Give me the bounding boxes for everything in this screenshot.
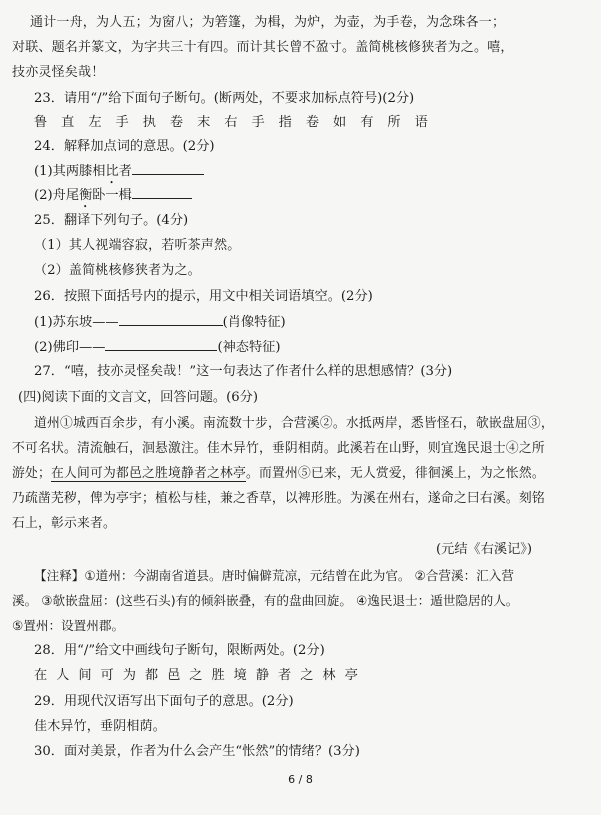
q27-prompt: 27．“嘻，技亦灵怪矣哉！”这一句表达了作者什么样的思想感情？(3分) (34, 364, 453, 379)
notes-line-1: 【注释】①道州：今湖南省道县。唐时偏僻荒凉，元结曾在此为官。 ②合营溪：汇入营 (34, 568, 514, 583)
underlined-sentence: 在人间可为都邑之胜境静者之林亭 (51, 466, 246, 481)
q26-item-1-answer-blank[interactable] (119, 313, 223, 326)
section-4-text-line-4: 乃疏凿芜秽，俾为亭宇；植松与桂，兼之香草，以裨形胜。为溪在州右，遂命之曰右溪。刻铭 (12, 491, 545, 506)
section-4-text-line-3-suffix: 。而置州⑤已来，无人赏爱，徘徊溪上，为之怅然。 (245, 466, 545, 481)
passage-source: (元结《右溪记》) (436, 542, 533, 557)
q23-sentence: 鲁直左手执卷末右手指卷如有所语 (34, 115, 442, 130)
q25-item-1: （1）其人视端容寂，若听茶声然。 (34, 238, 241, 253)
q28-sentence: 在人间可为都邑之胜境静者之林亭 (34, 668, 367, 683)
passage-line-2: 对联、题名并篆文，为字共三十有四。而计其长曾不盈寸。盖简桃核修狭者为之。嘻， (12, 40, 514, 55)
section-4-heading: (四)阅读下面的文言文，回答问题。(6分) (18, 390, 258, 405)
q26-item-1-prefix: (1)苏东坡—— (34, 315, 119, 330)
notes-line-3: ⑤置州：设置州郡。 (12, 618, 125, 633)
q28-prompt: 28．用“/”给文中画线句子断句，限断两处。(2分) (34, 643, 325, 658)
q25-prompt: 25．翻译下列句子。(4分) (34, 213, 189, 228)
q30-prompt: 30．面对美景，作者为什么会产生“怅然”的情绪？(3分) (34, 744, 360, 759)
q24-item-1 (34, 162, 204, 187)
page-number: 6 / 8 (288, 773, 313, 786)
q26-item-2-hint: (神态特征) (217, 340, 281, 355)
q24-item-1-answer-blank[interactable] (132, 162, 204, 175)
section-4-text-line-3-prefix: 游处； (12, 466, 51, 481)
section-4-text-line-3 (12, 465, 545, 483)
q24-item-2-prefix: (2)舟尾 (34, 188, 80, 203)
section-4-text-line-5: 石上，彰示来者。 (12, 516, 116, 531)
q24-prompt: 24．解释加点词的意思。(2分) (34, 139, 215, 154)
q24-item-2-answer-blank[interactable] (132, 186, 192, 199)
q29-sentence: 佳木异竹，垂阴相荫。 (34, 719, 167, 734)
q25-item-2: （2）盖简桃核修狭者为之。 (34, 263, 201, 278)
notes-line-2: 溪。 ③欹嵌盘屈：(这些石头)有的倾斜嵌叠，有的盘曲回旋。 ④逸民退士：遁世隐居的人。 (12, 593, 519, 608)
q23-prompt: 23．请用“/”给下面句子断句。(断两处，不要求加标点符号)(2分) (34, 91, 415, 106)
q26-item-2-answer-blank[interactable] (105, 338, 217, 351)
q26-item-2-prefix: (2)佛印—— (34, 340, 106, 355)
q26-prompt: 26．按照下面括号内的提示，用文中相关词语填空。(2分) (34, 289, 373, 304)
q24-item-2-dotted-word: 衡 (79, 188, 93, 203)
q29-prompt: 29．用现代汉语写出下面句子的意思。(2分) (34, 694, 294, 709)
section-4-text-line-2: 不可名状。清流触石，洄悬激注。佳木异竹，垂阴相荫。此溪若在山野，则宜逸民退士④之所 (12, 441, 545, 456)
q24-item-2 (34, 186, 192, 211)
section-4-text-line-1: 道州①城西百余步，有小溪。南流数十步，合营溪②。水抵两岸，悉皆怪石，欹嵌盘屈③， (34, 416, 554, 431)
q24-item-2-suffix: 卧一楫 (92, 188, 132, 203)
q24-item-1-suffix: 者 (118, 164, 132, 179)
passage-line-3: 技亦灵怪矣哉！ (12, 65, 105, 80)
q26-item-1 (34, 313, 286, 332)
q24-item-1-prefix: (1)其两膝相 (34, 164, 106, 179)
q26-item-1-hint: (肖像特征) (222, 315, 286, 330)
passage-line-1: 通计一舟，为人五；为窗八；为箬篷，为楫，为炉，为壶，为手卷，为念珠各一； (30, 15, 506, 30)
q24-item-1-dotted-word: 比 (105, 164, 119, 179)
q26-item-2 (34, 338, 280, 357)
